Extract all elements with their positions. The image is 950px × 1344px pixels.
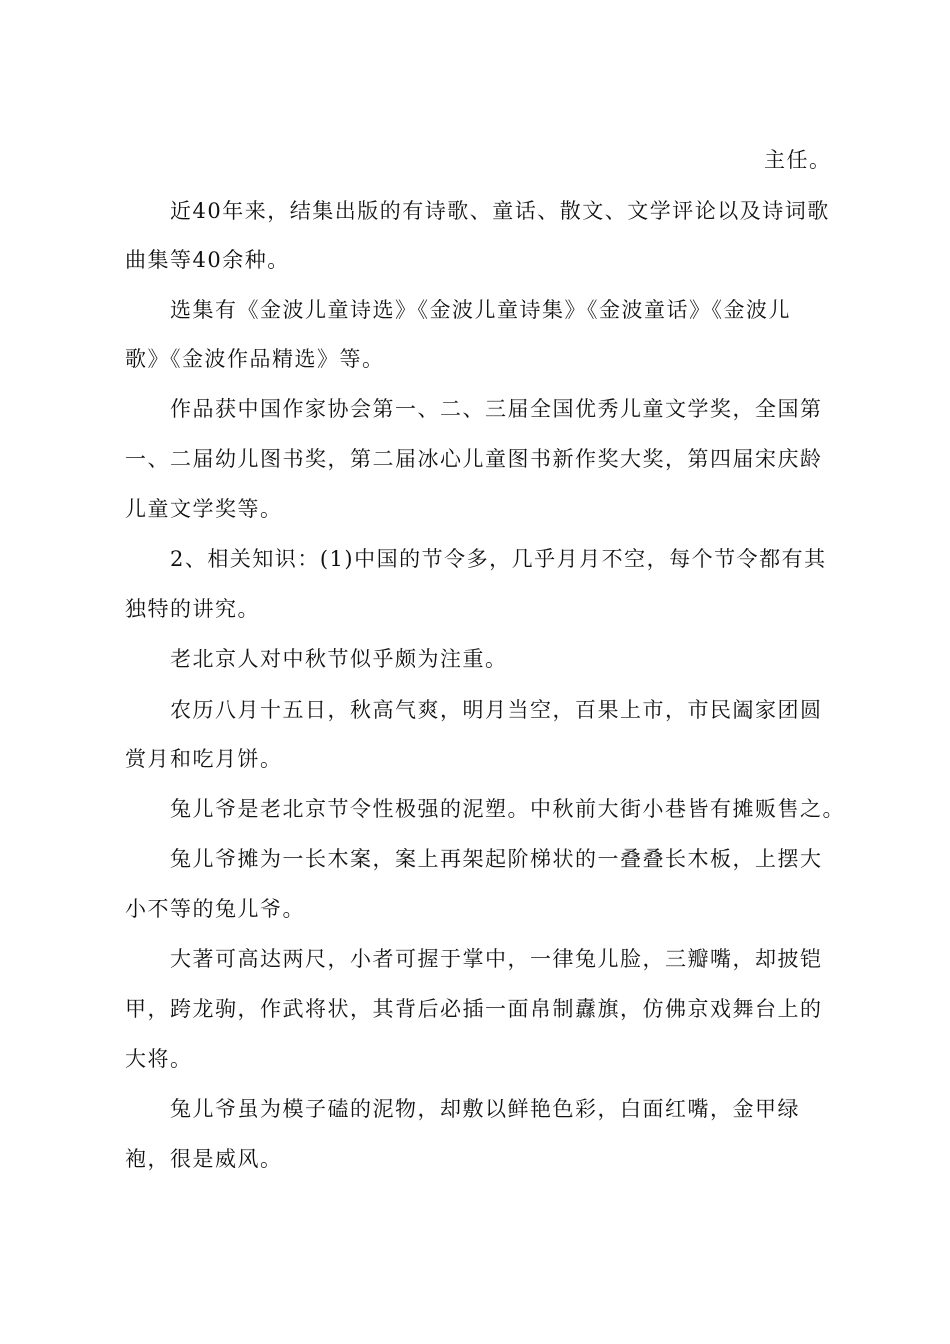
text-line: 兔儿爷虽为模子磕的泥物，却敷以鲜艳色彩，白面红嘴，金甲绿 — [170, 1097, 800, 1121]
text-line: 兔儿爷是老北京节令性极强的泥塑。中秋前大街小巷皆有摊贩售之。 — [170, 797, 845, 821]
text-line: 主任。 — [764, 148, 832, 172]
text-line: 大将。 — [125, 1047, 193, 1071]
text-line: 甲，跨龙驹，作武将状，其背后必插一面帛制纛旗，仿佛京戏舞台上的 — [125, 997, 823, 1021]
text-line: 独特的讲究。 — [125, 597, 260, 621]
text-line: 曲集等40余种。 — [125, 248, 290, 272]
text-line: 大著可高达两尺，小者可握于掌中，一律兔儿脸，三瓣嘴，却披铠 — [170, 947, 823, 971]
text-line: 袍，很是威风。 — [125, 1147, 283, 1171]
text-line: 儿童文学奖等。 — [125, 497, 283, 521]
text-line: 老北京人对中秋节似乎颇为注重。 — [170, 647, 508, 671]
text-line: 一、二届幼儿图书奖，第二届冰心儿童图书新作奖大奖，第四届宋庆龄 — [125, 447, 823, 471]
text-line: 兔儿爷摊为一长木案，案上再架起阶梯状的一叠叠长木板，上摆大 — [170, 847, 823, 871]
text-line: 近40年来，结集出版的有诗歌、童话、散文、文学评论以及诗词歌 — [170, 199, 830, 223]
text-line: 农历八月十五日，秋高气爽，明月当空，百果上市，市民阖家团圆 — [170, 698, 823, 722]
text-line: 作品获中国作家协会第一、二、三届全国优秀儿童文学奖，全国第 — [170, 397, 823, 421]
text-line: 赏月和吃月饼。 — [125, 747, 283, 771]
text-line: 选集有《金波儿童诗选》《金波儿童诗集》《金波童话》《金波儿 — [170, 298, 791, 322]
text-line: 歌》《金波作品精选》等。 — [125, 347, 385, 371]
text-line: 小不等的兔儿爷。 — [125, 897, 305, 921]
text-line: 2、相关知识：(1)中国的节令多，几乎月月不空，每个节令都有其 — [170, 547, 827, 571]
